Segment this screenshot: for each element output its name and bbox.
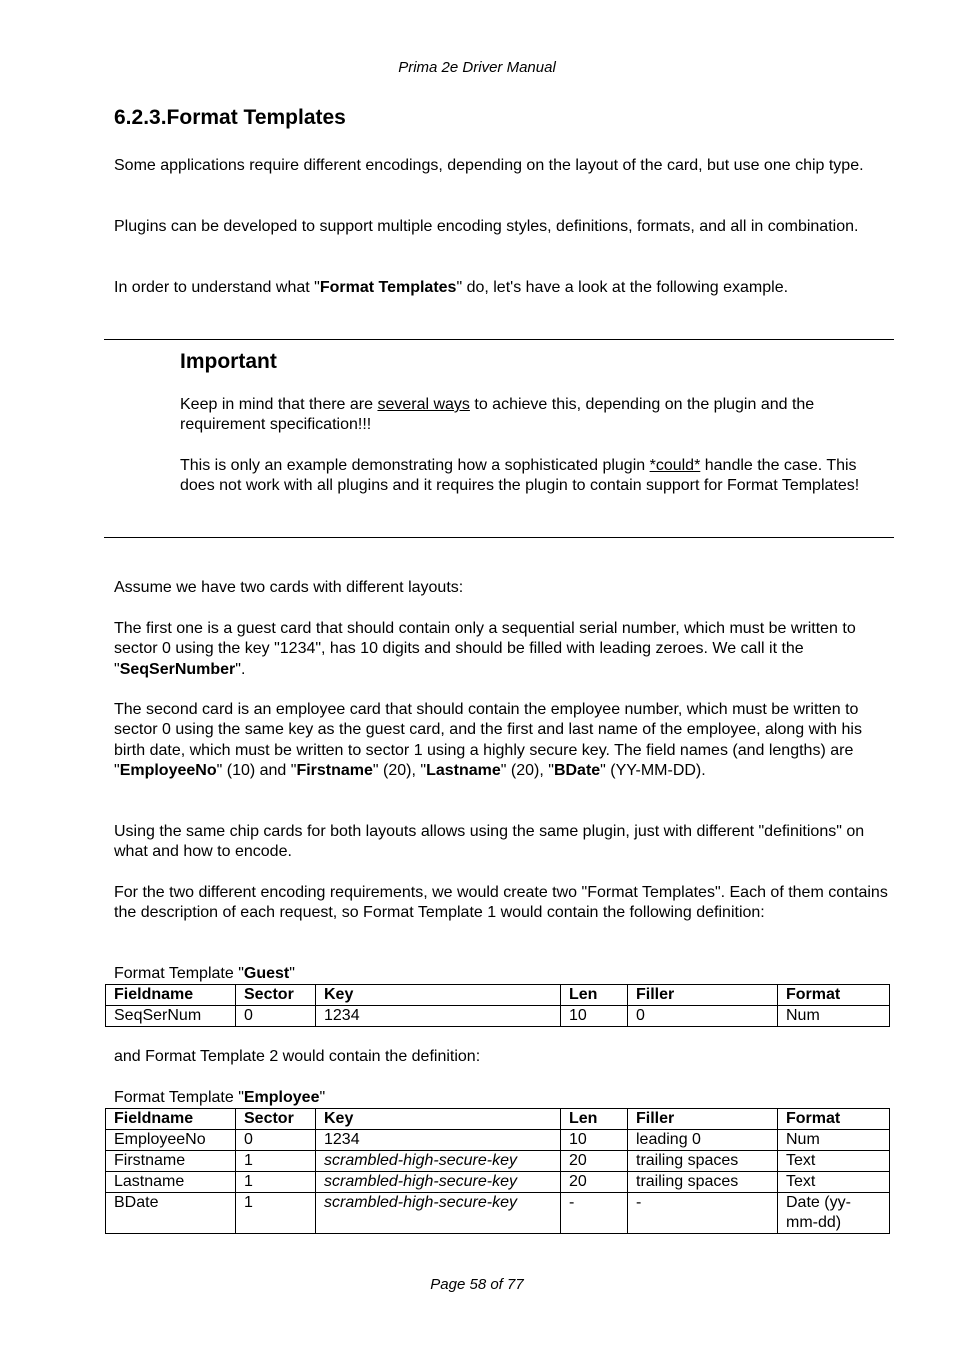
body-text: ". [235, 660, 246, 678]
cell-filler: trailing spaces [628, 1172, 778, 1193]
two-templates-paragraph: For the two different encoding requirements, we would create two "Format Templates". Each of them contains the description of each request, so Format Template 1 would contain the following definition: [114, 884, 888, 922]
cell-format: Num [778, 1130, 890, 1151]
cell-filler: 0 [628, 1006, 778, 1027]
guest-card-paragraph [114, 619, 894, 680]
bold-term: BDate [553, 762, 601, 780]
intro-paragraph-3 [114, 278, 894, 298]
cell-format: Num [778, 1006, 890, 1027]
table-row [106, 1130, 890, 1151]
table-row [106, 1151, 890, 1172]
important-text: handle the case. This does not work with all plugins and it requires the plugin to contain support for Format Templates! [180, 457, 860, 495]
header-sector: Sector [236, 985, 316, 1006]
header-key: Key [316, 1109, 561, 1130]
bold-term: Lastname [426, 762, 501, 780]
running-header: Prima 2e Driver Manual [398, 59, 556, 76]
header-filler: Filler [628, 1109, 778, 1130]
important-paragraph-2 [180, 456, 892, 497]
table-row [106, 1193, 890, 1234]
important-box-bottom-rule [104, 537, 894, 538]
body-text: " (YY-MM-DD). [600, 762, 706, 780]
bold-term: Firstname [296, 762, 373, 780]
important-box-top-rule [104, 339, 894, 340]
header-format: Format [778, 985, 890, 1006]
guest-format-table [105, 984, 890, 1027]
table-row [106, 1006, 890, 1027]
header-key: Key [316, 985, 561, 1006]
caption-bold: Employee [243, 1089, 320, 1106]
cell-format: Date (yy-mm-dd) [778, 1193, 890, 1234]
cell-len: 10 [561, 1006, 628, 1027]
cell-filler: trailing spaces [628, 1151, 778, 1172]
header-fieldname: Fieldname [106, 1109, 236, 1130]
cell-len: 20 [561, 1172, 628, 1193]
header-format: Format [778, 1109, 890, 1130]
cell-len: 10 [561, 1130, 628, 1151]
intro-paragraph-2: Plugins can be developed to support multiple encoding styles, definitions, formats, and all in combination. [114, 218, 859, 235]
cell-key: 1234 [316, 1130, 561, 1151]
assume-paragraph: Assume we have two cards with different layouts: [114, 579, 464, 596]
employee-table-caption [114, 1088, 894, 1108]
intro-text: " do, let's have a look at the following example. [456, 279, 789, 296]
cell-format: Text [778, 1151, 890, 1172]
important-text: This is only an example demonstrating how a sophisticated plugin [180, 457, 650, 474]
section-title: 6.2.3.Format Templates [114, 106, 346, 129]
intro-paragraph-1: Some applications require different encodings, depending on the layout of the card, but use one chip type. [114, 157, 864, 174]
intro-text: In order to understand what " [114, 279, 320, 296]
body-text: The second card is an employee card that should contain the employee number, which must be written to sector 0 using the same key as the guest card, and the first and last name of the employee, along with his birth date, which must be written to sector 1 using a highly secure key. The field names (and lengths) are " [114, 701, 862, 780]
body-text: The first one is a guest card that should contain only a sequential serial number, which must be written to sector 0 using the key "1234", has 10 digits and should be filled with leading zeroes. We call it the " [114, 620, 856, 678]
cell-fieldname: BDate [106, 1193, 236, 1234]
body-text: " (20), " [500, 762, 554, 780]
table-header-row [106, 985, 890, 1006]
cell-key: scrambled-high-secure-key [316, 1172, 561, 1193]
caption-bold: Guest [243, 965, 290, 982]
template2-intro: and Format Template 2 would contain the definition: [114, 1048, 481, 1065]
caption-text: Format Template " [114, 1089, 244, 1106]
header-fieldname: Fieldname [106, 985, 236, 1006]
cell-key: 1234 [316, 1006, 561, 1027]
page-number-footer: Page 58 of 77 [430, 1276, 524, 1293]
cell-len: - [561, 1193, 628, 1234]
header-len: Len [561, 985, 628, 1006]
table-header-row [106, 1109, 890, 1130]
cell-fieldname: Firstname [106, 1151, 236, 1172]
body-text: " (10) and " [216, 762, 297, 780]
cell-sector: 1 [236, 1193, 316, 1234]
cell-fieldname: Lastname [106, 1172, 236, 1193]
cell-fieldname: EmployeeNo [106, 1130, 236, 1151]
caption-text: " [289, 965, 295, 982]
cell-filler: - [628, 1193, 778, 1234]
important-text: Keep in mind that there are [180, 396, 378, 413]
cell-sector: 1 [236, 1172, 316, 1193]
cell-len: 20 [561, 1151, 628, 1172]
bold-term: SeqSerNumber [119, 660, 236, 678]
cell-key: scrambled-high-secure-key [316, 1193, 561, 1234]
cell-format: Text [778, 1172, 890, 1193]
important-heading: Important [180, 350, 277, 373]
table-row [106, 1172, 890, 1193]
cell-sector: 1 [236, 1151, 316, 1172]
important-text: to achieve this, depending on the plugin and the requirement specification!!! [180, 396, 815, 434]
same-chip-paragraph: Using the same chip cards for both layouts allows using the same plugin, just with different "definitions" on what and how to encode. [114, 823, 865, 861]
body-text: " (20), " [372, 762, 427, 780]
cell-key: scrambled-high-secure-key [316, 1151, 561, 1172]
underlined-emphasis: several ways [377, 396, 470, 413]
underlined-emphasis: *could* [649, 457, 701, 474]
bold-term: EmployeeNo [119, 762, 217, 780]
cell-sector: 0 [236, 1130, 316, 1151]
caption-text: Format Template " [114, 965, 244, 982]
cell-filler: leading 0 [628, 1130, 778, 1151]
cell-sector: 0 [236, 1006, 316, 1027]
header-len: Len [561, 1109, 628, 1130]
intro-bold-term: Format Templates [319, 279, 457, 296]
employee-format-table [105, 1108, 890, 1234]
header-sector: Sector [236, 1109, 316, 1130]
important-paragraph-1 [180, 395, 892, 436]
cell-fieldname: SeqSerNum [106, 1006, 236, 1027]
guest-table-caption [114, 964, 894, 984]
caption-text: " [319, 1089, 326, 1106]
employee-card-paragraph [114, 700, 894, 782]
header-filler: Filler [628, 985, 778, 1006]
